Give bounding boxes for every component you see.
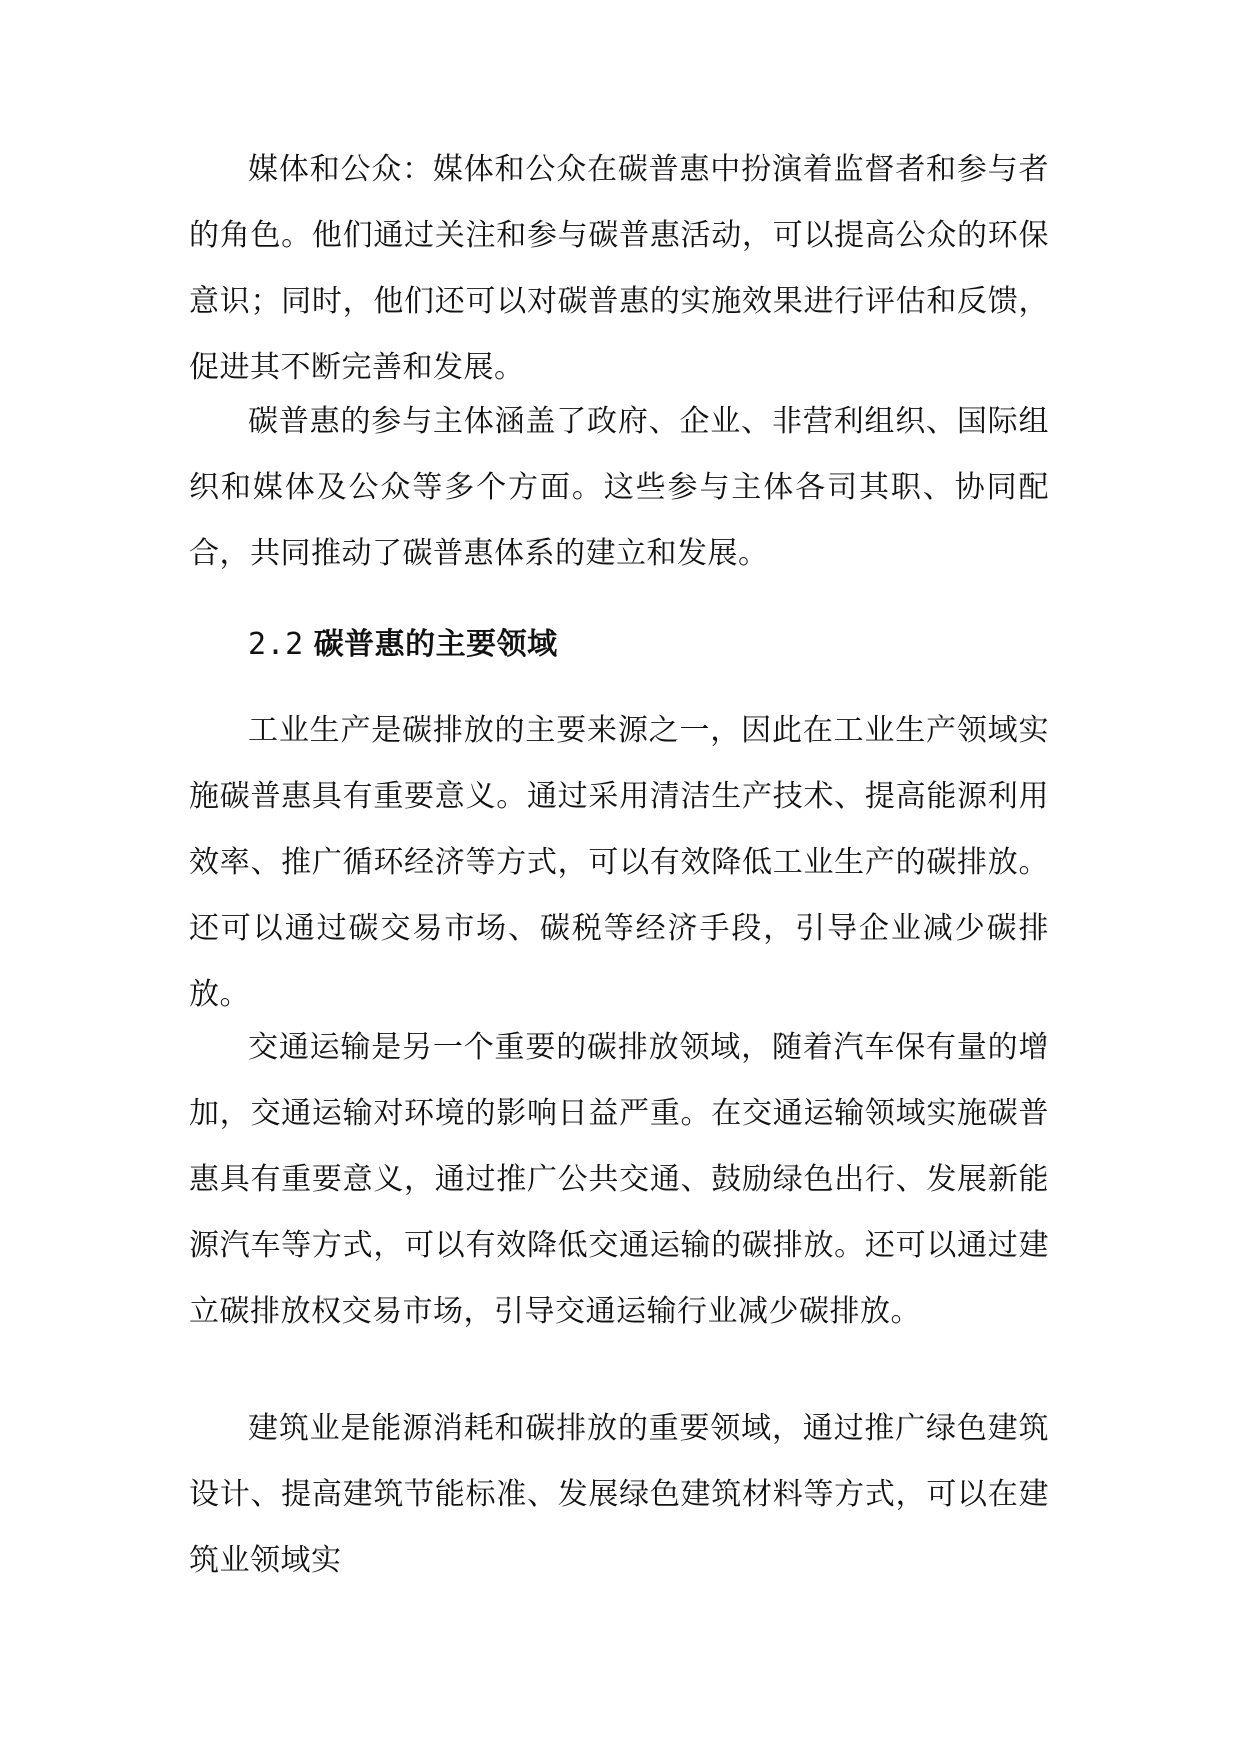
section-number: 2.2	[248, 627, 304, 662]
paragraph-transport: 交通运输是另一个重要的碳排放领域，随着汽车保有量的增加，交通运输对环境的影响日益严重。在交通运输领域实施碳普惠具有重要意义，通过推广公共交通、鼓励绿色出行、发展新能源汽车等方式，可以有效降低交通运输的碳排放。还可以通过建立碳排放权交易市场，引导交通运输行业减少碳排放。	[189, 1030, 1049, 1329]
paragraph-construction: 建筑业是能源消耗和碳排放的重要领域，通过推广绿色建筑设计、提高建筑节能标准、发展绿色建筑材料等方式，可以在建筑业领域实	[189, 1411, 1049, 1578]
section-heading	[248, 625, 558, 665]
paragraph-media-public: 媒体和公众：媒体和公众在碳普惠中扮演着监督者和参与者的角色。他们通过关注和参与碳普惠活动，可以提高公众的环保意识；同时，他们还可以对碳普惠的实施效果进行评估和反馈，促进其不断完善和发展。	[189, 152, 1049, 385]
paragraph-participants-summary: 碳普惠的参与主体涵盖了政府、企业、非营利组织、国际组织和媒体及公众等多个方面。这些参与主体各司其职、协同配合，共同推动了碳普惠体系的建立和发展。	[189, 404, 1049, 571]
section-title: 碳普惠的主要领域	[313, 627, 558, 662]
paragraph-industry: 工业生产是碳排放的主要来源之一，因此在工业生产领域实施碳普惠具有重要意义。通过采用清洁生产技术、提高能源利用效率、推广循环经济等方式，可以有效降低工业生产的碳排放。还可以通过碳交易市场、碳税等经济手段，引导企业减少碳排放。	[189, 713, 1049, 1012]
